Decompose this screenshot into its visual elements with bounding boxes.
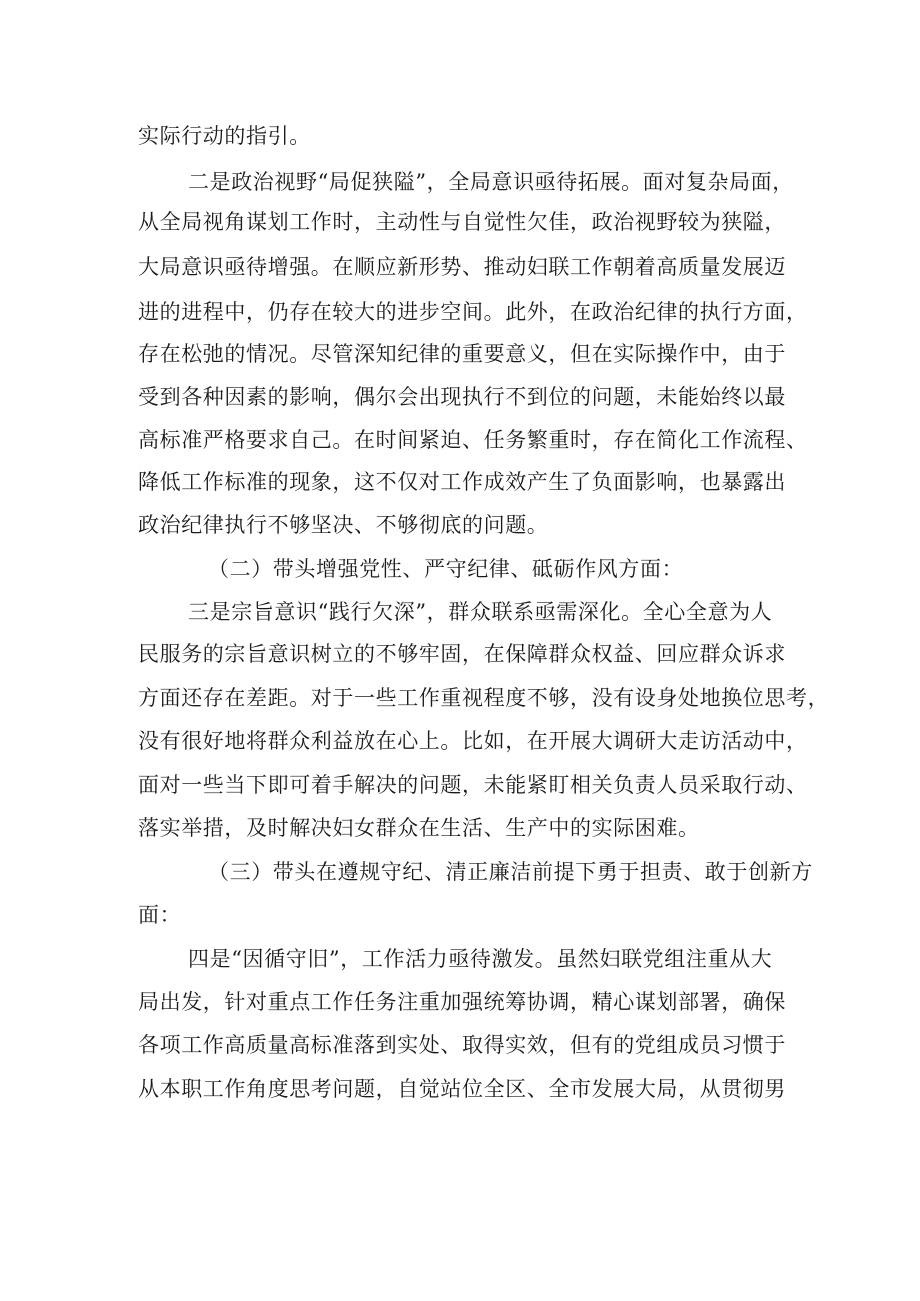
paragraph-line: 政治纪律执行不够坚决、不够彻底的问题。	[138, 513, 549, 537]
paragraph-line: 各项工作高质量高标准落到实处、取得实效，但有的党组成员习惯于	[138, 1033, 786, 1057]
paragraph-line: 实际行动的指引。	[138, 124, 311, 148]
paragraph-line: 方面还存在差距。对于一些工作重视程度不够，没有设身处地换位思考，	[138, 686, 830, 710]
paragraph-line: 没有很好地将群众利益放在心上。比如，在开展大调研大走访活动中，	[138, 729, 808, 753]
section-heading: （二）带头增强党性、严守纪律、砥砺作风方面：	[208, 557, 684, 581]
paragraph-line: 落实举措，及时解决妇女群众在生活、生产中的实际困难。	[138, 816, 700, 840]
paragraph-line: 高标准严格要求自己。在时间紧迫、任务繁重时，存在简化工作流程、	[138, 428, 808, 452]
paragraph-line: 民服务的宗旨意识树立的不够牢固，在保障群众权益、回应群众诉求	[138, 642, 786, 666]
paragraph-line: 二是政治视野“局促狭隘”，全局意识亟待拓展。面对复杂局面，	[188, 170, 794, 194]
paragraph-line: 面对一些当下即可着手解决的问题，未能紧盯相关负责人员采取行动、	[138, 773, 808, 797]
paragraph-line: 降低工作标准的现象，这不仅对工作成效产生了负面影响，也暴露出	[138, 470, 786, 494]
paragraph-line: 从本职工作角度思考问题，自觉站位全区、全市发展大局，从贯彻男	[138, 1077, 786, 1101]
paragraph-line: 大局意识亟待增强。在顺应新形势、推动妇联工作朝着高质量发展迈	[138, 255, 786, 279]
section-heading: 面：	[138, 903, 182, 927]
paragraph-line: 四是“因循守旧”，工作活力亟待激发。虽然妇联党组注重从大	[188, 947, 773, 971]
paragraph-line: 受到各种因素的影响，偶尔会出现执行不到位的问题，未能始终以最	[138, 385, 786, 409]
paragraph-line: 进的进程中，仍存在较大的进步空间。此外，在政治纪律的执行方面，	[138, 300, 808, 324]
section-heading: （三）带头在遵规守纪、清正廉洁前提下勇于担责、敢于创新方	[208, 860, 813, 884]
paragraph-line: 存在松弛的情况。尽管深知纪律的重要意义，但在实际操作中，由于	[138, 342, 786, 366]
paragraph-line: 从全局视角谋划工作时，主动性与自觉性欠佳，政治视野较为狭隘，	[138, 210, 786, 234]
paragraph-line: 三是宗旨意识“践行欠深”，群众联系亟需深化。全心全意为人	[188, 600, 773, 624]
paragraph-line: 局出发，针对重点工作任务注重加强统筹协调，精心谋划部署，确保	[138, 990, 786, 1014]
